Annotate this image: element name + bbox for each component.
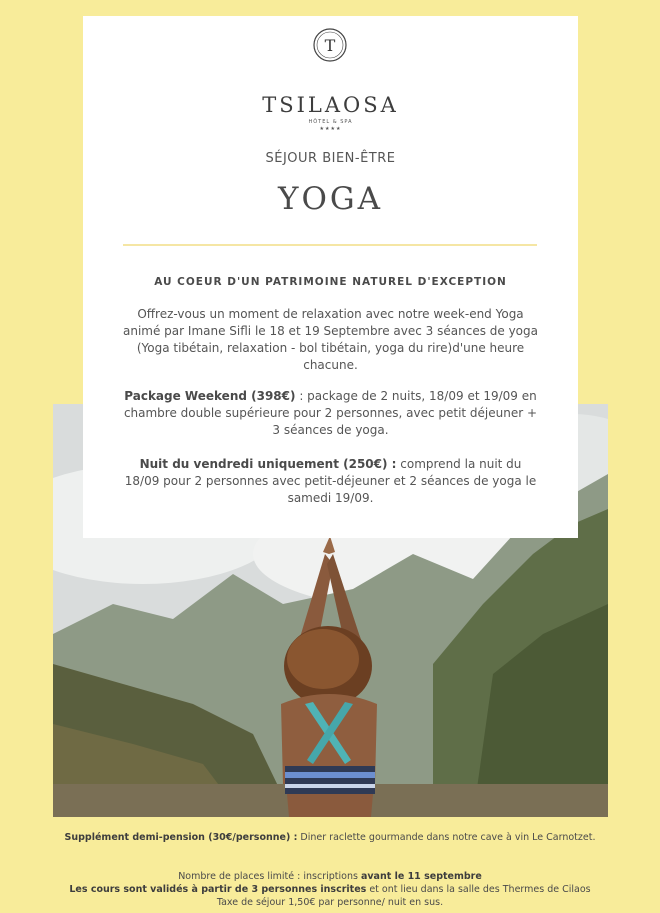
package-weekend-label: Package Weekend (398€) [124, 389, 296, 403]
limit-line [40, 870, 620, 883]
courses-line [40, 883, 620, 896]
limit-date: avant le 11 septembre [360, 871, 482, 882]
page-title: YOGA [277, 181, 384, 217]
conditions-note [40, 870, 620, 909]
supplement-note [40, 831, 620, 844]
brand-name: TSILAOSA [262, 93, 399, 117]
limit-text: Nombre de places limité : inscriptions [178, 871, 361, 882]
offer-card [83, 16, 578, 538]
brand-subtitle: HÔTEL & SPA [308, 119, 353, 125]
intro-paragraph: Offrez-vous un moment de relaxation avec notre week-end Yoga animé par Imane Sifli le 18 et 19 Septembre avec 3 séances de yoga (Yoga tibétain, relaxation - bol tibétain, yoga du rire)d'une heure chacune. [123, 307, 538, 372]
supplement-text: Diner raclette gourmande dans notre cave à vin Le Carnotzet. [297, 832, 596, 843]
friday-night-text: comprend la nuit du 18/09 pour 2 personnes avec petit-déjeuner et 2 séances de yoga le samedi 19/09. [124, 457, 537, 505]
hotel-stars: ★★★★ [319, 126, 342, 132]
friday-night-paragraph [123, 456, 538, 507]
tax-line: Taxe de séjour 1,50€ par personne/ nuit en sus. [216, 897, 444, 908]
courses-text: et ont lieu dans la salle des Thermes de Cilaos [366, 884, 591, 895]
friday-night-label: Nuit du vendredi uniquement (250€) : [139, 457, 397, 471]
divider [123, 244, 537, 246]
section-heading: AU COEUR D'UN PATRIMOINE NATUREL D'EXCEPTION [154, 276, 507, 288]
package-weekend-text: : package de 2 nuits, 18/09 et 19/09 en chambre double supérieure pour 2 personnes, avec petit déjeuner + 3 séances de yoga. [123, 389, 538, 437]
tsilaosa-logo-icon [312, 27, 348, 63]
logo-letter: T [324, 36, 336, 55]
supplement-label: Supplément demi-pension (30€/personne) : [64, 832, 298, 843]
courses-bold: Les cours sont validés à partir de 3 personnes inscrites [69, 884, 367, 895]
page-kicker: SÉJOUR BIEN-ÊTRE [265, 151, 396, 166]
package-weekend-paragraph [123, 388, 538, 439]
